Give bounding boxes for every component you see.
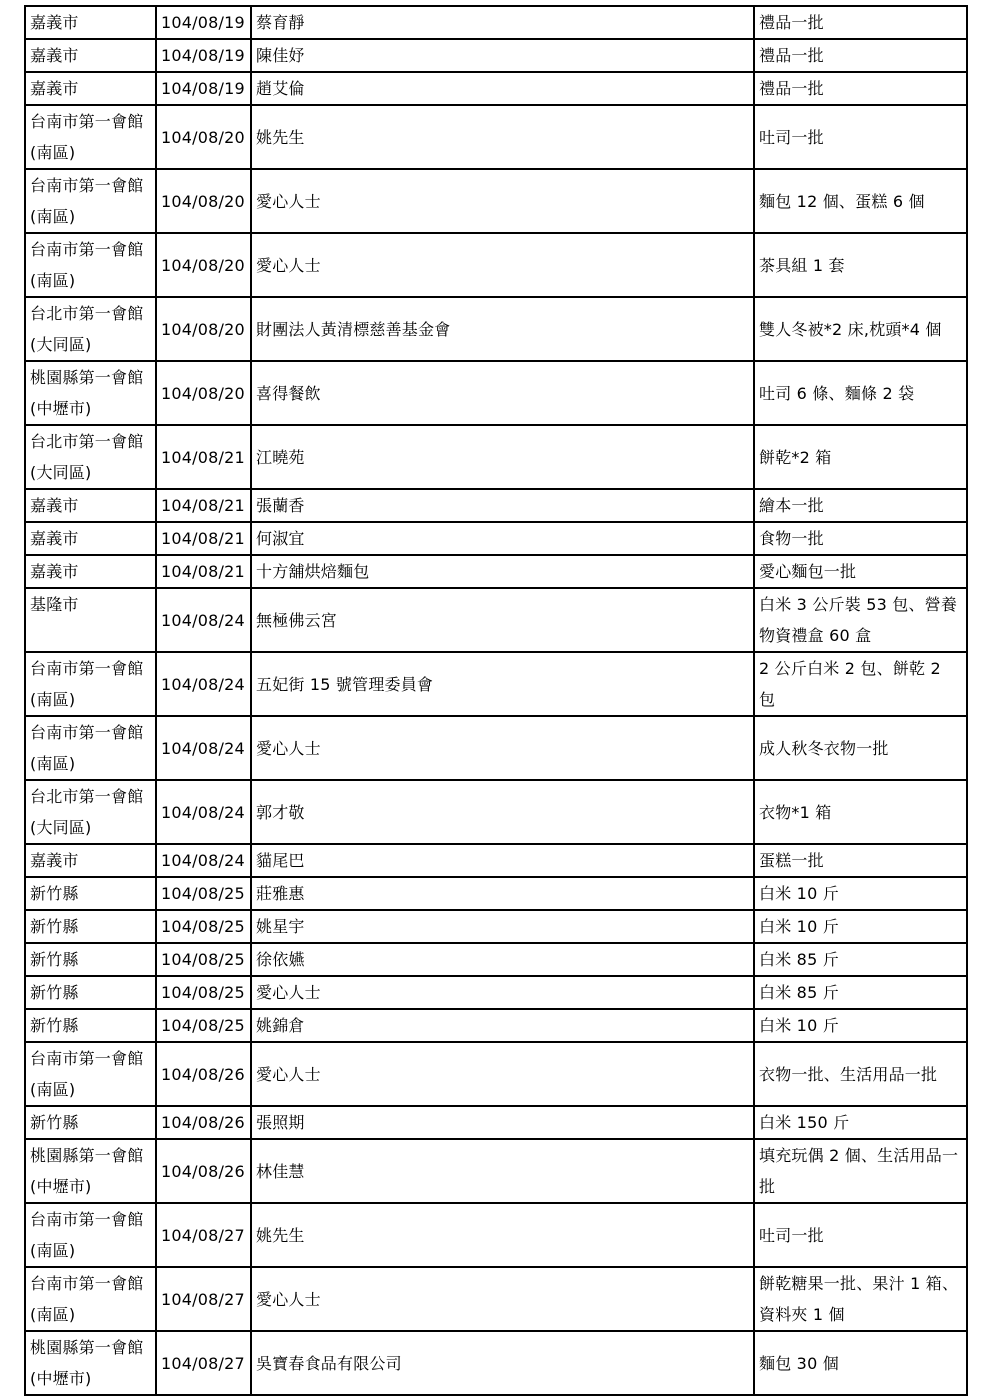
donor-cell: 十方舖烘焙麵包 — [251, 555, 754, 588]
date-cell: 104/08/25 — [156, 976, 251, 1009]
location-cell: 台南市第一會館 (南區) — [25, 652, 156, 716]
location-cell: 台南市第一會館 (南區) — [25, 1203, 156, 1267]
date-cell: 104/08/24 — [156, 588, 251, 652]
items-cell: 吐司 6 條、麵條 2 袋 — [754, 361, 967, 425]
location-cell: 台南市第一會館 (南區) — [25, 169, 156, 233]
donor-cell: 徐依嬿 — [251, 943, 754, 976]
table-row — [25, 297, 967, 361]
table-row — [25, 425, 967, 489]
date-cell: 104/08/20 — [156, 297, 251, 361]
donor-cell: 陳佳妤 — [251, 39, 754, 72]
items-cell: 成人秋冬衣物一批 — [754, 716, 967, 780]
items-cell: 蛋糕一批 — [754, 844, 967, 877]
date-cell: 104/08/19 — [156, 72, 251, 105]
table-row — [25, 1331, 967, 1395]
items-cell: 白米 10 斤 — [754, 1009, 967, 1042]
donor-cell: 無極佛云宮 — [251, 588, 754, 652]
table-row — [25, 72, 967, 105]
location-cell: 台北市第一會館 (大同區) — [25, 425, 156, 489]
table-row — [25, 910, 967, 943]
table-row — [25, 522, 967, 555]
date-cell: 104/08/25 — [156, 943, 251, 976]
table-row — [25, 844, 967, 877]
location-cell: 新竹縣 — [25, 943, 156, 976]
donor-cell: 何淑宜 — [251, 522, 754, 555]
location-cell: 嘉義市 — [25, 555, 156, 588]
table-row — [25, 1267, 967, 1331]
location-cell: 新竹縣 — [25, 1009, 156, 1042]
donor-cell: 郭才敬 — [251, 780, 754, 844]
table-row — [25, 169, 967, 233]
location-cell: 台北市第一會館 (大同區) — [25, 780, 156, 844]
table-row — [25, 1139, 967, 1203]
location-cell: 台南市第一會館 (南區) — [25, 1267, 156, 1331]
location-cell: 桃園縣第一會館 (中壢市) — [25, 1331, 156, 1395]
items-cell: 白米 3 公斤裝 53 包、營養 物資禮盒 60 盒 — [754, 588, 967, 652]
location-cell: 台南市第一會館 (南區) — [25, 233, 156, 297]
items-cell: 麵包 12 個、蛋糕 6 個 — [754, 169, 967, 233]
location-cell: 嘉義市 — [25, 6, 156, 39]
location-cell: 新竹縣 — [25, 1106, 156, 1139]
donation-table — [24, 5, 968, 1396]
date-cell: 104/08/26 — [156, 1139, 251, 1203]
table-row — [25, 105, 967, 169]
items-cell: 禮品一批 — [754, 6, 967, 39]
table-row — [25, 555, 967, 588]
location-cell: 嘉義市 — [25, 39, 156, 72]
table-row — [25, 877, 967, 910]
items-cell: 衣物*1 箱 — [754, 780, 967, 844]
table-row — [25, 1009, 967, 1042]
donor-cell: 莊雅惠 — [251, 877, 754, 910]
donor-cell: 愛心人士 — [251, 233, 754, 297]
date-cell: 104/08/20 — [156, 169, 251, 233]
table-row — [25, 943, 967, 976]
donor-cell: 五妃街 15 號管理委員會 — [251, 652, 754, 716]
items-cell: 2 公斤白米 2 包、餅乾 2 包 — [754, 652, 967, 716]
donor-cell: 愛心人士 — [251, 1042, 754, 1106]
items-cell: 白米 85 斤 — [754, 943, 967, 976]
date-cell: 104/08/20 — [156, 105, 251, 169]
table-row — [25, 652, 967, 716]
date-cell: 104/08/27 — [156, 1203, 251, 1267]
table-row — [25, 1042, 967, 1106]
date-cell: 104/08/26 — [156, 1042, 251, 1106]
items-cell: 填充玩偶 2 個、生活用品一 批 — [754, 1139, 967, 1203]
items-cell: 白米 10 斤 — [754, 910, 967, 943]
donor-cell: 愛心人士 — [251, 976, 754, 1009]
location-cell: 台南市第一會館 (南區) — [25, 716, 156, 780]
donor-cell: 姚先生 — [251, 1203, 754, 1267]
donor-cell: 張照期 — [251, 1106, 754, 1139]
donor-cell: 姚星宇 — [251, 910, 754, 943]
date-cell: 104/08/19 — [156, 39, 251, 72]
location-cell: 台北市第一會館 (大同區) — [25, 297, 156, 361]
table-row — [25, 1106, 967, 1139]
donor-cell: 財團法人黃清標慈善基金會 — [251, 297, 754, 361]
date-cell: 104/08/27 — [156, 1267, 251, 1331]
donor-cell: 姚先生 — [251, 105, 754, 169]
donor-cell: 愛心人士 — [251, 1267, 754, 1331]
donor-cell: 喜得餐飲 — [251, 361, 754, 425]
location-cell: 新竹縣 — [25, 877, 156, 910]
location-cell: 嘉義市 — [25, 72, 156, 105]
table-row — [25, 588, 967, 652]
items-cell: 吐司一批 — [754, 1203, 967, 1267]
date-cell: 104/08/20 — [156, 233, 251, 297]
date-cell: 104/08/21 — [156, 555, 251, 588]
table-row — [25, 716, 967, 780]
date-cell: 104/08/26 — [156, 1106, 251, 1139]
date-cell: 104/08/24 — [156, 652, 251, 716]
donor-cell: 張蘭香 — [251, 489, 754, 522]
location-cell: 台南市第一會館 (南區) — [25, 1042, 156, 1106]
date-cell: 104/08/25 — [156, 877, 251, 910]
table-row — [25, 6, 967, 39]
location-cell: 嘉義市 — [25, 489, 156, 522]
donor-cell: 林佳慧 — [251, 1139, 754, 1203]
donor-cell: 愛心人士 — [251, 716, 754, 780]
donor-cell: 姚錦倉 — [251, 1009, 754, 1042]
items-cell: 麵包 30 個 — [754, 1331, 967, 1395]
location-cell: 基隆市 — [25, 588, 156, 652]
donor-cell: 貓尾巴 — [251, 844, 754, 877]
location-cell: 桃園縣第一會館 (中壢市) — [25, 1139, 156, 1203]
location-cell: 新竹縣 — [25, 976, 156, 1009]
items-cell: 餅乾*2 箱 — [754, 425, 967, 489]
items-cell: 吐司一批 — [754, 105, 967, 169]
table-row — [25, 780, 967, 844]
items-cell: 餅乾糖果一批、果汁 1 箱、 資料夾 1 個 — [754, 1267, 967, 1331]
date-cell: 104/08/24 — [156, 844, 251, 877]
items-cell: 白米 10 斤 — [754, 877, 967, 910]
date-cell: 104/08/25 — [156, 910, 251, 943]
items-cell: 繪本一批 — [754, 489, 967, 522]
date-cell: 104/08/21 — [156, 522, 251, 555]
table-row — [25, 976, 967, 1009]
donation-table-body — [25, 6, 967, 1395]
table-row — [25, 489, 967, 522]
items-cell: 雙人冬被*2 床,枕頭*4 個 — [754, 297, 967, 361]
donor-cell: 愛心人士 — [251, 169, 754, 233]
date-cell: 104/08/19 — [156, 6, 251, 39]
items-cell: 禮品一批 — [754, 72, 967, 105]
items-cell: 白米 150 斤 — [754, 1106, 967, 1139]
donor-cell: 吳寶春食品有限公司 — [251, 1331, 754, 1395]
location-cell: 新竹縣 — [25, 910, 156, 943]
donor-cell: 趙艾倫 — [251, 72, 754, 105]
table-row — [25, 1203, 967, 1267]
date-cell: 104/08/25 — [156, 1009, 251, 1042]
items-cell: 愛心麵包一批 — [754, 555, 967, 588]
items-cell: 衣物一批、生活用品一批 — [754, 1042, 967, 1106]
date-cell: 104/08/21 — [156, 425, 251, 489]
date-cell: 104/08/27 — [156, 1331, 251, 1395]
items-cell: 食物一批 — [754, 522, 967, 555]
table-row — [25, 361, 967, 425]
table-row — [25, 39, 967, 72]
location-cell: 桃園縣第一會館 (中壢市) — [25, 361, 156, 425]
location-cell: 台南市第一會館 (南區) — [25, 105, 156, 169]
items-cell: 禮品一批 — [754, 39, 967, 72]
items-cell: 白米 85 斤 — [754, 976, 967, 1009]
donor-cell: 江曉苑 — [251, 425, 754, 489]
location-cell: 嘉義市 — [25, 844, 156, 877]
table-row — [25, 233, 967, 297]
date-cell: 104/08/24 — [156, 716, 251, 780]
date-cell: 104/08/21 — [156, 489, 251, 522]
items-cell: 茶具組 1 套 — [754, 233, 967, 297]
location-cell: 嘉義市 — [25, 522, 156, 555]
date-cell: 104/08/20 — [156, 361, 251, 425]
date-cell: 104/08/24 — [156, 780, 251, 844]
donor-cell: 蔡育靜 — [251, 6, 754, 39]
